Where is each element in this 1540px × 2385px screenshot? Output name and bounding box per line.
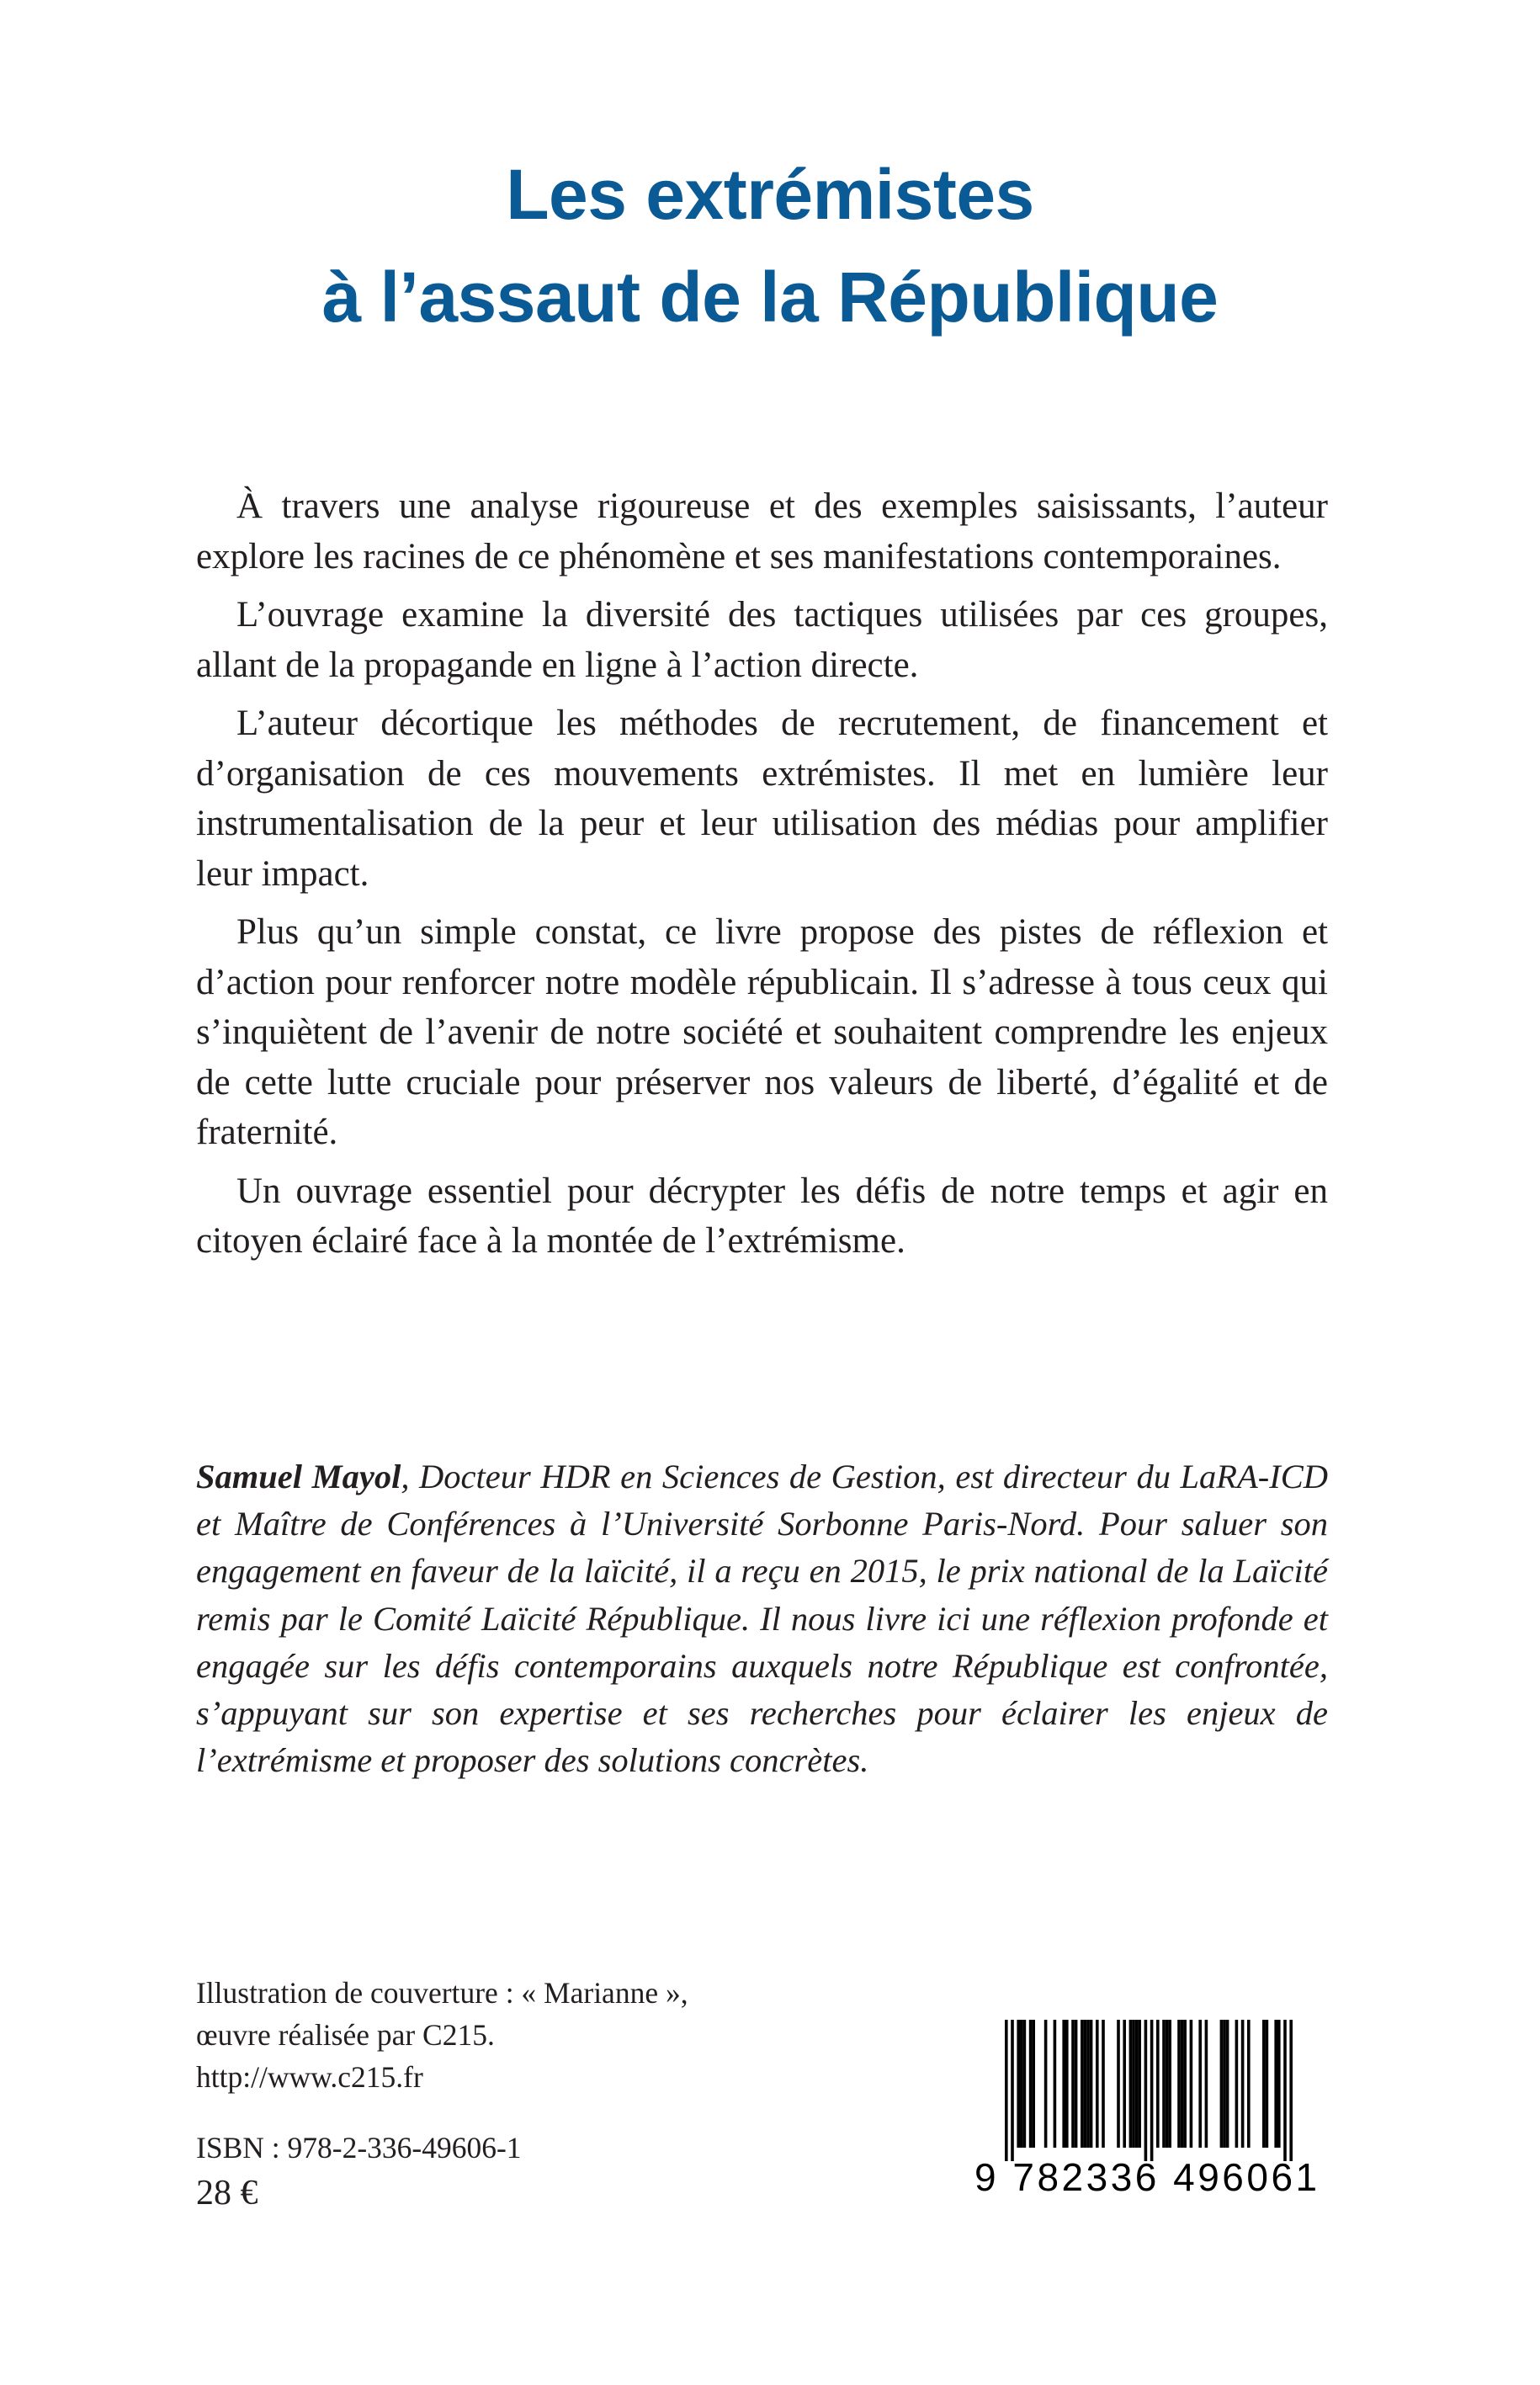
barcode-bar [1084, 2020, 1087, 2148]
credits-line: Illustration de couverture : « Marianne », [196, 1976, 688, 2010]
barcode [974, 2020, 1320, 2205]
barcode-bar [1005, 2020, 1008, 2161]
barcode-bar [1090, 2020, 1093, 2148]
barcode-bar [1044, 2020, 1048, 2148]
barcode-bar [1017, 2020, 1020, 2148]
barcode-bar [1283, 2020, 1287, 2161]
barcode-bar [1011, 2020, 1014, 2161]
barcode-bar [1198, 2020, 1202, 2148]
barcode-bar [1123, 2020, 1126, 2148]
barcode-bar [1065, 2020, 1069, 2148]
credits-line: œuvre réalisée par C215. [196, 2018, 495, 2052]
barcode-bar [1071, 2020, 1075, 2148]
isbn: ISBN : 978-2-336-49606-1 [196, 2131, 522, 2165]
book-title-line-1: Les extrémistes [506, 155, 1034, 234]
barcode-bar [1190, 2020, 1193, 2148]
book-title-line-2: à l’assaut de la République [321, 258, 1219, 337]
barcode-bar [1223, 2020, 1226, 2148]
barcode-bar [1166, 2020, 1169, 2148]
price: 28 € [196, 2174, 258, 2212]
barcode-bar [1117, 2020, 1120, 2148]
barcode-bar [1247, 2020, 1251, 2148]
book-title [0, 143, 1540, 348]
barcode-bar [1226, 2020, 1229, 2148]
barcode-bar [1062, 2020, 1065, 2148]
barcode-digits: 9 782336 496061 [974, 2155, 1320, 2199]
illustration-credits [196, 1972, 688, 2098]
barcode-bar [1029, 2020, 1033, 2148]
barcode-bar [1183, 2020, 1187, 2148]
barcode-bar [1102, 2020, 1105, 2148]
author-bio [196, 1453, 1328, 1784]
barcode-bar [1023, 2020, 1027, 2148]
barcode-bar [1205, 2020, 1208, 2148]
barcode-bar [1277, 2020, 1281, 2148]
barcode-bar [1135, 2020, 1139, 2148]
barcode-bar [1054, 2020, 1057, 2148]
barcode-bar [1266, 2020, 1269, 2148]
blurb-paragraph: Plus qu’un simple constat, ce livre propose des pistes de réflexion et d’action pour renforcer notre modèle républicain. Il s’adresse à tous ceux qui s’inquiètent de l’avenir de notre société et souhaitent comprendre les enjeux de cette lutte cruciale pour préserver nos valeurs de liberté, d’égalité et de fraternité. [196, 912, 1328, 1152]
barcode-bar [1081, 2020, 1084, 2148]
barcode-bar [1156, 2020, 1160, 2148]
barcode-bar [1241, 2020, 1245, 2148]
barcode-bar [1132, 2020, 1135, 2148]
back-cover-blurb [196, 481, 1328, 1275]
barcode-bar [1289, 2020, 1293, 2161]
barcode-bar [1129, 2020, 1133, 2148]
barcode-bar [1220, 2020, 1224, 2148]
author-bio-text: , Docteur HDR en Sciences de Gestion, est directeur du LaRA-ICD et Maître de Conférences à l’Université Sorbonne Paris-Nord. Pour saluer son engagement en faveur de la laïcité, il a reçu en 2015, le prix national de la Laïcité remis par le Comité Laïcité République. Il nous livre ici une réflexion profonde et engagée sur les défis contemporains auxquels notre République est confrontée, s’appuyant sur son expertise et ses recherches pour éclairer les enjeux de l’extrémisme et proposer des solutions concrètes. [196, 1458, 1328, 1780]
barcode-bars [974, 2020, 1311, 2163]
barcode-bar [1032, 2020, 1035, 2148]
barcode-bar [1020, 2020, 1023, 2148]
blurb-paragraph: L’ouvrage examine la diversité des tactiques utilisées par ces groupes, allant de la propagande en ligne à l’action directe. [196, 595, 1328, 685]
barcode-bar [1162, 2020, 1166, 2148]
blurb-paragraph: Un ouvrage essentiel pour décrypter les défis de notre temps et agir en citoyen éclairé face à la montée de l’extrémisme. [196, 1171, 1328, 1261]
barcode-bar [1086, 2020, 1090, 2148]
credits-url: http://www.c215.fr [196, 2060, 423, 2094]
barcode-bar [1138, 2020, 1141, 2148]
barcode-bar [1177, 2020, 1181, 2148]
blurb-paragraph: L’auteur décortique les méthodes de recrutement, de financement et d’organisation de ces mouvements extrémistes. Il met en lumière leur instrumentalisation de la peur et leur utilisation des médias pour amplifier leur impact. [196, 704, 1328, 894]
barcode-bar [1075, 2020, 1078, 2148]
barcode-bar [1096, 2020, 1099, 2148]
barcode-bar [1235, 2020, 1239, 2148]
barcode-bar [1262, 2020, 1266, 2148]
barcode-bar [1168, 2020, 1171, 2148]
barcode-bar [1274, 2020, 1277, 2148]
blurb-paragraph: À travers une analyse rigoureuse et des exemples saisissants, l’auteur explore les racines de ce phénomène et ses manifestations contemporaines. [196, 486, 1328, 576]
author-name: Samuel Mayol [196, 1458, 401, 1495]
barcode-bar [1144, 2020, 1148, 2161]
barcode-bar [1150, 2020, 1154, 2161]
barcode-bar [1181, 2020, 1184, 2148]
